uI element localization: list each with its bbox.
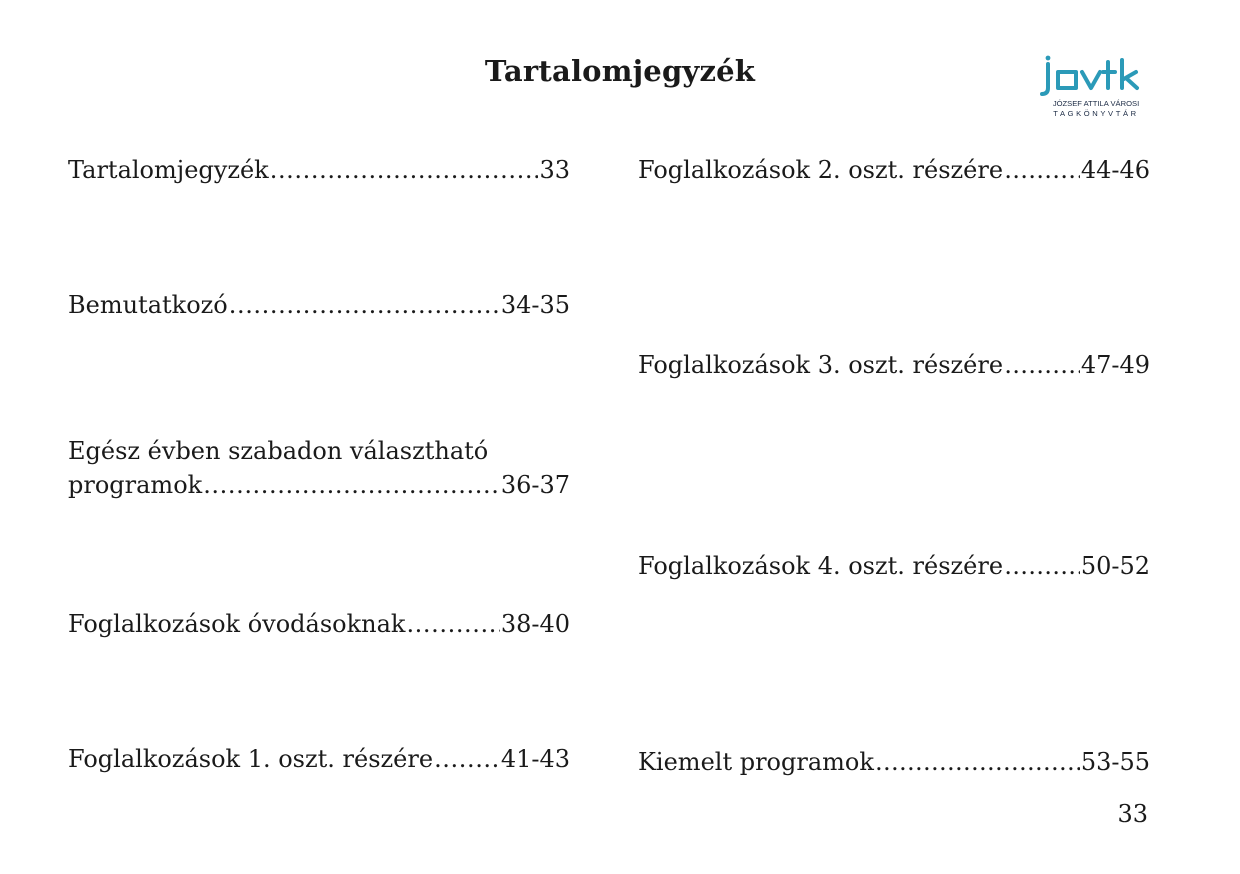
- toc-label: Foglalkozások óvodásoknak: [68, 610, 406, 638]
- dot-leader: [270, 153, 539, 187]
- toc-entry-2-oszt[interactable]: [638, 153, 1150, 187]
- dot-leader: [1004, 549, 1080, 583]
- toc-label: Bemutatkozó: [68, 291, 228, 319]
- toc-label: programok: [68, 471, 203, 499]
- dot-leader: [1004, 348, 1080, 382]
- toc-entry-egesz-evben[interactable]: [68, 434, 570, 502]
- toc-entry-4-oszt[interactable]: [638, 549, 1150, 583]
- toc-pages: 41-43: [500, 745, 570, 773]
- toc-label: Foglalkozások 1. oszt. részére: [68, 745, 434, 773]
- library-logo: [1040, 52, 1152, 122]
- toc-pages: 38-40: [500, 610, 570, 638]
- toc-label: Kiemelt programok: [638, 748, 874, 776]
- toc-pages: 36-37: [500, 471, 570, 499]
- toc-pages: 47-49: [1080, 351, 1150, 379]
- toc-entry-3-oszt[interactable]: [638, 348, 1150, 382]
- toc-label: Foglalkozások 3. oszt. részére: [638, 351, 1004, 379]
- dot-leader: [875, 745, 1080, 779]
- dot-leader: [229, 288, 500, 322]
- toc-label: Foglalkozások 2. oszt. részére: [638, 156, 1004, 184]
- page-title: Tartalomjegyzék: [484, 54, 756, 88]
- toc-pages: 50-52: [1080, 552, 1150, 580]
- toc-pages: 44-46: [1080, 156, 1150, 184]
- logo-line1: JÓZSEF ATTILA VÁROSI: [1052, 99, 1140, 108]
- dot-leader: [203, 468, 500, 502]
- dot-leader: [1004, 153, 1080, 187]
- toc-label: Foglalkozások 4. oszt. részére: [638, 552, 1004, 580]
- toc-entry-1-oszt[interactable]: [68, 742, 570, 776]
- toc-entry-bemutatkozo[interactable]: [68, 288, 570, 322]
- toc-pages: 33: [539, 156, 570, 184]
- logo-line2: TAGKÖNYVTÁR: [1053, 109, 1139, 118]
- dot-leader: [406, 607, 499, 641]
- toc-entry-ovodasoknak[interactable]: [68, 607, 570, 641]
- toc-label-line1: Egész évben szabadon választható: [68, 437, 489, 465]
- toc-pages: 34-35: [500, 291, 570, 319]
- toc-entry-kiemelt[interactable]: [638, 745, 1150, 779]
- toc-pages: 53-55: [1080, 748, 1150, 776]
- toc-label: Tartalomjegyzék: [68, 156, 269, 184]
- dot-leader: [434, 742, 500, 776]
- toc-entry-tartalomjegyzek[interactable]: [68, 153, 570, 187]
- page-number: 33: [1117, 800, 1148, 828]
